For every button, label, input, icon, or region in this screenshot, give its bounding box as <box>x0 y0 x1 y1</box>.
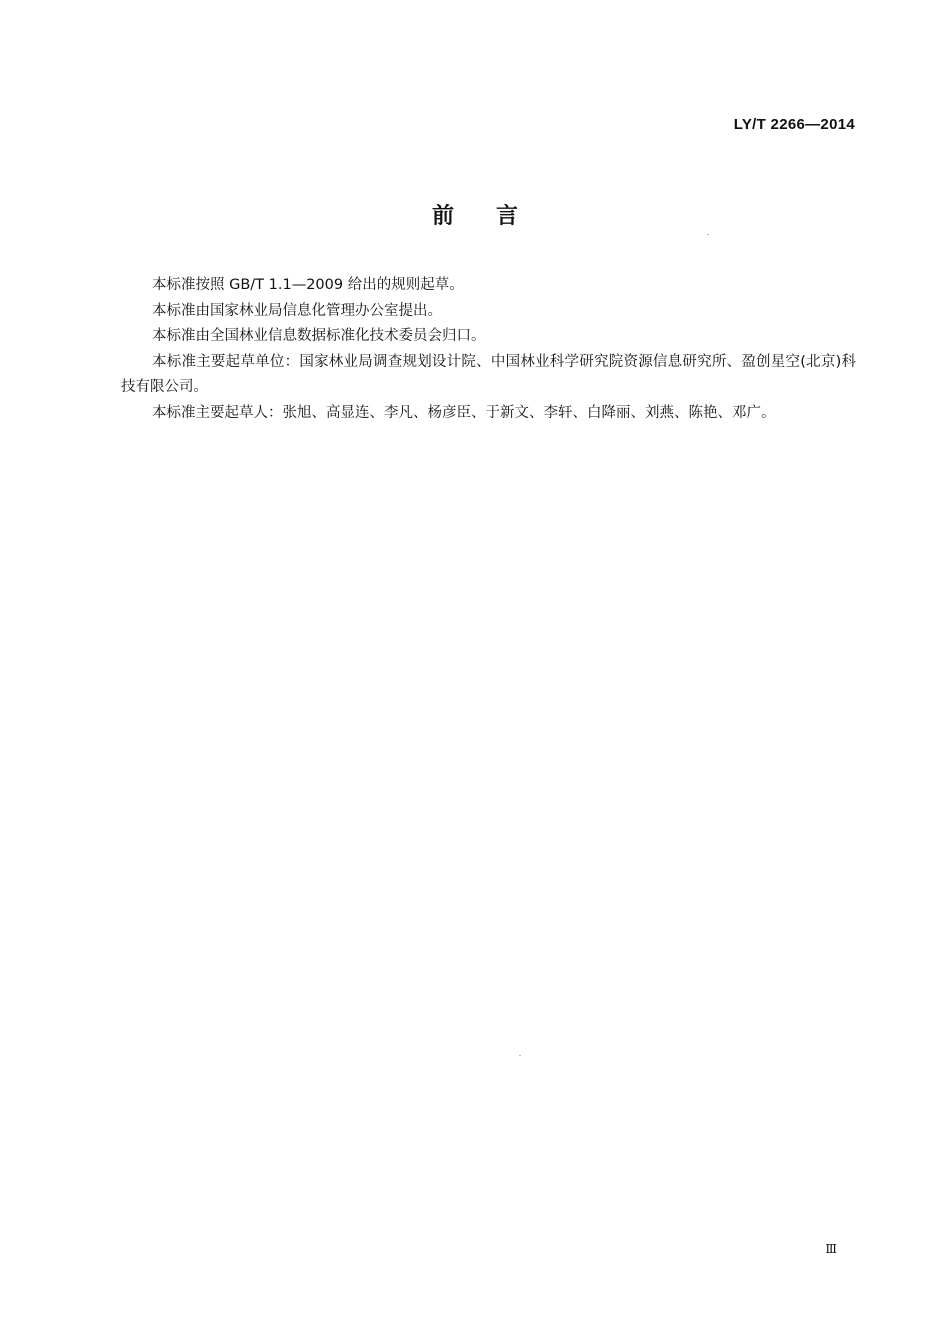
paragraph-drafters: 本标准主要起草人：张旭、高显连、李凡、杨彦臣、于新文、李轩、白降丽、刘燕、陈艳、邓广。 <box>152 404 776 421</box>
standard-code: LY/T 2266—2014 <box>733 116 855 133</box>
scan-speck <box>707 234 709 235</box>
paragraph-proposer: 本标准由国家林业局信息化管理办公室提出。 <box>152 302 442 319</box>
paragraph-drafting-rules: 本标准按照 GB/T 1.1—2009 给出的规则起草。 <box>152 277 464 293</box>
scan-speck <box>519 1055 521 1056</box>
foreword-body <box>121 273 856 426</box>
paragraph-drafting-units: 本标准主要起草单位：国家林业局调查规划设计院、中国林业科学研究院资源信息研究所、盈创星空(北京)科技有限公司。 <box>121 353 856 395</box>
paragraph-committee: 本标准由全国林业信息数据标准化技术委员会归口。 <box>152 328 486 344</box>
page-number: Ⅲ <box>825 1242 837 1256</box>
page-title: 前言 <box>431 204 560 229</box>
